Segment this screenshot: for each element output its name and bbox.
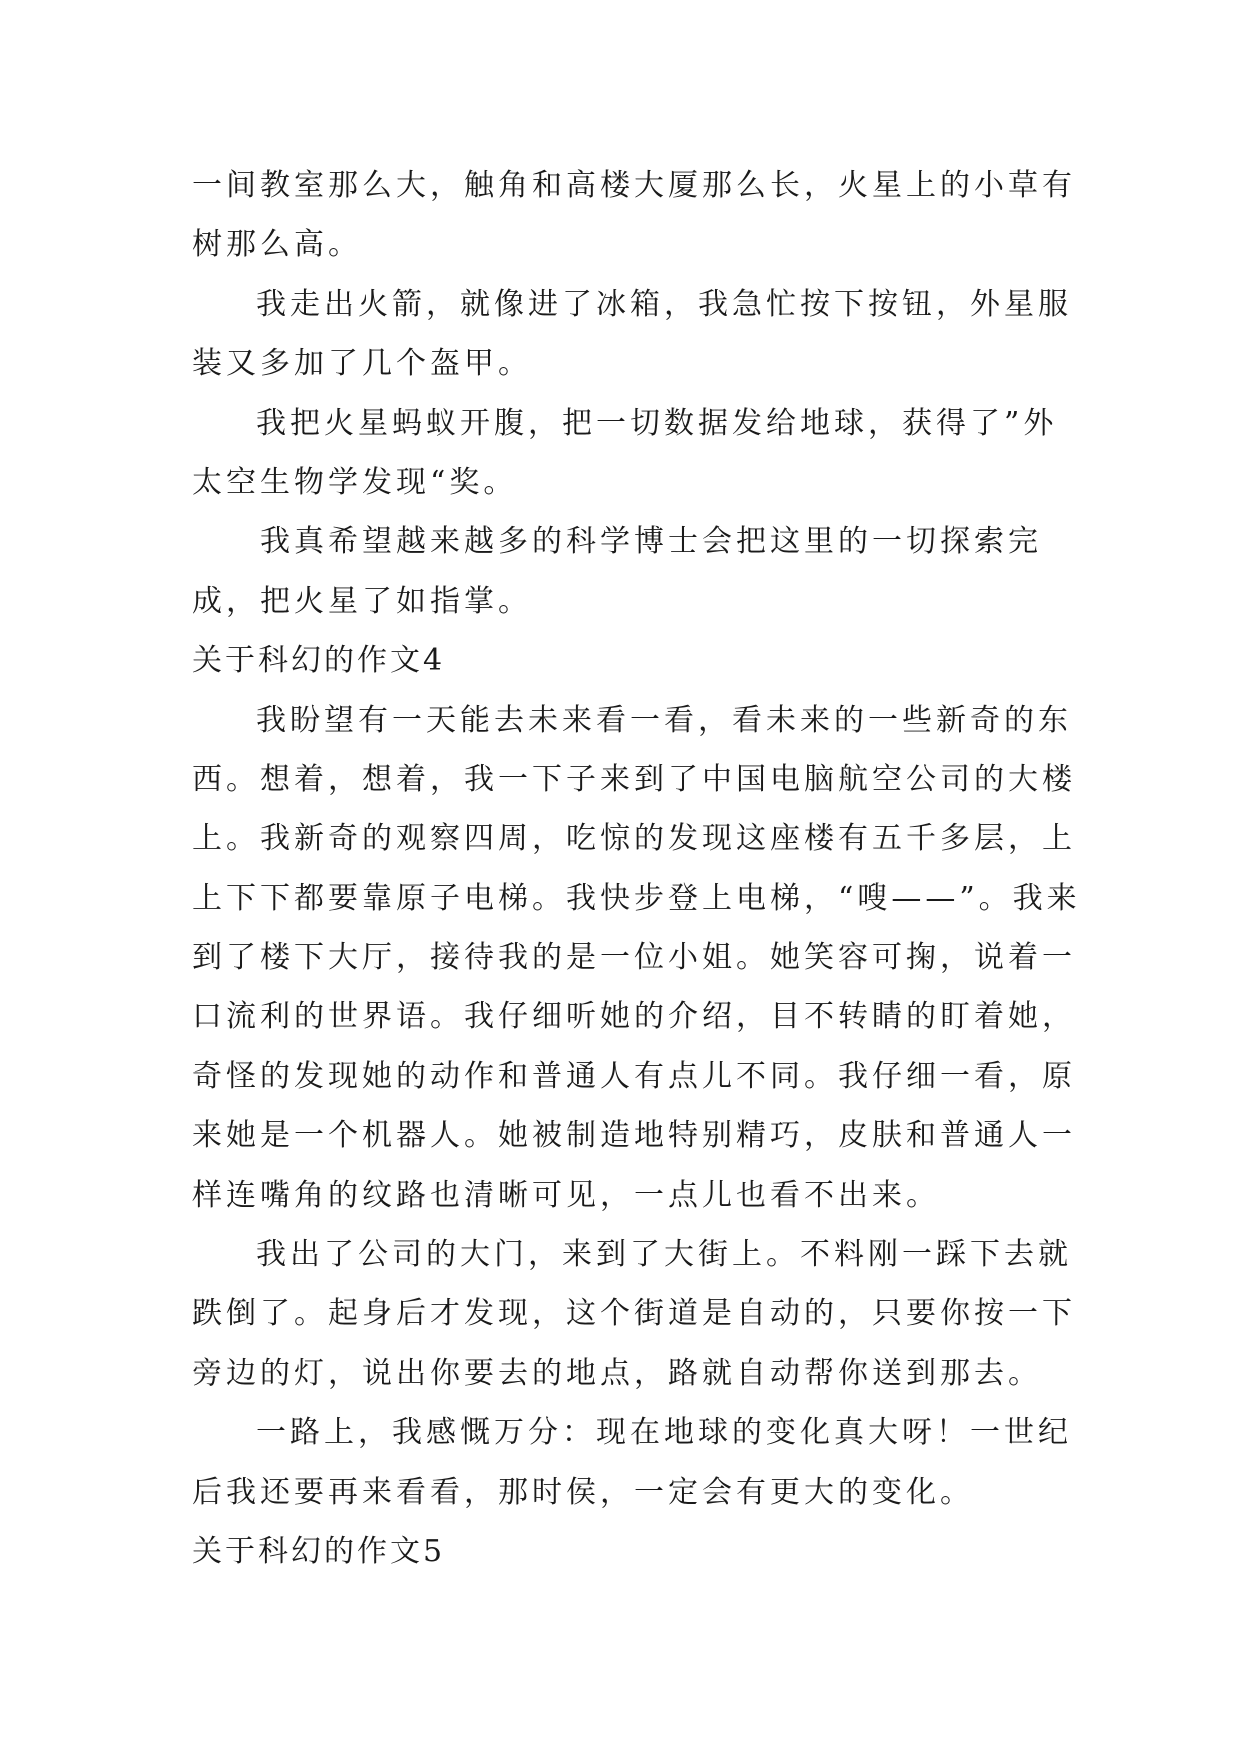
text-line: 上下下都要靠原子电梯。我快步登上电梯，“嗖——”。我来 [192, 880, 1081, 916]
text-line: 旁边的灯，说出你要去的地点，路就自动帮你送到那去。 [192, 1355, 1042, 1391]
text-line: 跌倒了。起身后才发现，这个街道是自动的，只要你按一下 [192, 1296, 1076, 1332]
text-line: 上。我新奇的观察四周，吃惊的发现这座楼有五千多层，上 [192, 821, 1076, 857]
text-line: 成，把火星了如指掌。 [192, 583, 532, 619]
paragraph-start-line: 一路上，我感慨万分：现在地球的变化真大呀！一世纪 [256, 1415, 1072, 1451]
paragraph-start-line: 我真希望越来越多的科学博士会把这里的一切探索完 [260, 524, 1042, 560]
text-line: 到了楼下大厅，接待我的是一位小姐。她笑容可掬，说着一 [192, 940, 1076, 976]
paragraph-start-line: 我把火星蚂蚁开腹，把一切数据发给地球，获得了”外 [256, 405, 1058, 441]
text-line: 西。想着，想着，我一下子来到了中国电脑航空公司的大楼 [192, 761, 1076, 797]
document-body [192, 156, 1081, 1581]
text-line: 太空生物学发现“奖。 [192, 464, 518, 500]
paragraph-start-line: 我盼望有一天能去未来看一看，看未来的一些新奇的东 [256, 702, 1072, 738]
paragraph-start-line: 我出了公司的大门，来到了大街上。不料刚一踩下去就 [256, 1237, 1072, 1273]
section-heading: 关于科幻的作文4 [192, 643, 446, 679]
text-line: 后我还要再来看看，那时侯，一定会有更大的变化。 [192, 1474, 974, 1510]
text-line: 奇怪的发现她的动作和普通人有点儿不同。我仔细一看，原 [192, 1058, 1076, 1094]
paragraph-start-line: 我走出火箭，就像进了冰箱，我急忙按下按钮，外星服 [256, 286, 1072, 322]
text-line: 装又多加了几个盔甲。 [192, 346, 532, 382]
text-line: 口流利的世界语。我仔细听她的介绍，目不转睛的盯着她， [192, 999, 1076, 1035]
section-heading: 关于科幻的作文5 [192, 1533, 446, 1569]
text-line: 样连嘴角的纹路也清晰可见，一点儿也看不出来。 [192, 1177, 940, 1213]
text-line: 一间教室那么大，触角和高楼大厦那么长，火星上的小草有 [192, 168, 1076, 203]
text-line: 来她是一个机器人。她被制造地特别精巧，皮肤和普通人一 [192, 1118, 1076, 1154]
text-line: 树那么高。 [192, 227, 362, 263]
